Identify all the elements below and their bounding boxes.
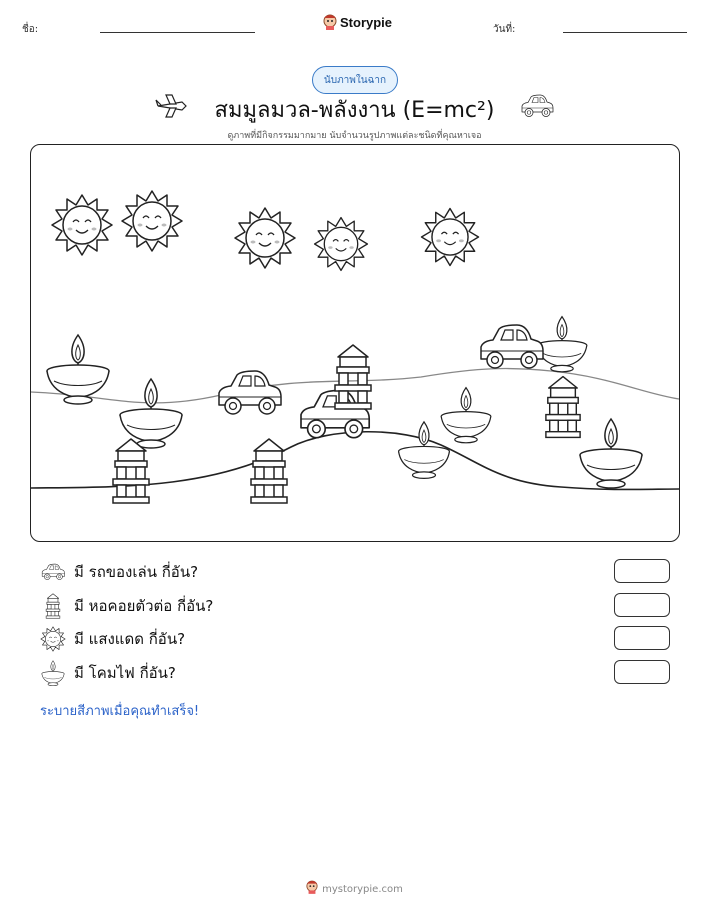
tower-4: [546, 377, 580, 438]
question-row-lamps: [40, 660, 176, 686]
lamp-3: [537, 317, 587, 372]
footer: [0, 880, 709, 895]
lamp-4: [441, 388, 491, 443]
lamp-6: [580, 419, 642, 488]
tower-2: [251, 439, 287, 503]
date-label: วันที่:: [493, 24, 516, 35]
footer-url[interactable]: mystorypie.com: [322, 884, 403, 895]
question-text: มี หอคอยตัวต่อ กี่อัน?: [74, 597, 214, 615]
answer-box-lamps[interactable]: [614, 660, 670, 684]
question-row-cars: [40, 559, 198, 585]
brand-name: Storypie: [340, 14, 393, 30]
date-line[interactable]: [563, 32, 687, 33]
car-1: [219, 371, 281, 414]
scene-illustration: [31, 145, 679, 541]
question-text: มี รถของเล่น กี่อัน?: [74, 563, 199, 581]
oil-lamp-icon: [40, 660, 66, 686]
car-icon: [40, 559, 66, 585]
question-row-suns: [40, 626, 185, 652]
question-row-towers: [40, 593, 213, 619]
answer-box-towers[interactable]: [614, 593, 670, 617]
storypie-mascot-icon: [323, 14, 337, 30]
answer-box-cars[interactable]: [614, 559, 670, 583]
tower-1: [113, 439, 149, 503]
storypie-mascot-icon: [306, 880, 318, 894]
name-line[interactable]: [100, 32, 255, 33]
page-subtitle: ดูภาพที่มีกิจกรรมมากมาย นับจำนวนรูปภาพแต่ละชนิดที่คุณหาเจอ: [227, 131, 482, 141]
page-title: สมมูลมวล-พลังงาน (E=mc²): [214, 98, 495, 123]
car-icon: [519, 93, 555, 119]
activity-badge: นับภาพในฉาก: [312, 66, 398, 94]
sun-3: [235, 208, 295, 268]
scene-frame: [30, 144, 680, 542]
question-text: มี โคมไฟ กี่อัน?: [74, 664, 176, 682]
lamp-2: [120, 379, 182, 448]
answer-box-suns[interactable]: [614, 626, 670, 650]
sun-icon: [40, 626, 66, 652]
brand-logo: [323, 14, 392, 30]
sun-5: [422, 209, 479, 266]
sun-2: [122, 191, 182, 251]
car-3: [481, 325, 543, 368]
lamp-5: [399, 422, 450, 479]
block-tower-icon: [40, 593, 66, 619]
sun-1: [52, 195, 112, 255]
question-text: มี แสงแดด กี่อัน?: [74, 630, 186, 648]
sun-4: [315, 218, 368, 271]
name-label: ชื่อ:: [22, 24, 39, 35]
coloring-instruction: ระบายสีภาพเมื่อคุณทำเสร็จ!: [40, 704, 200, 719]
